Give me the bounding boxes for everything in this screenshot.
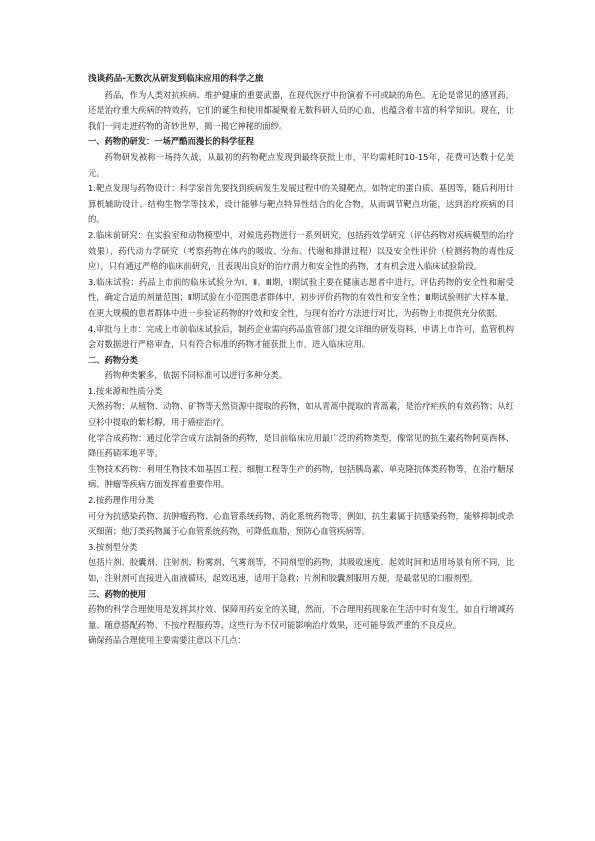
natural-drugs-paragraph: 天然药物：从植物、动物、矿物等天然资源中提取的药物，如从青蒿中提取的青蒿素，是治疗疟疾的有效药物；从红豆杉中提取的紫杉醇，用于癌症治疗。 xyxy=(88,401,514,428)
section-heading-usage: 三、药物的使用 xyxy=(88,588,147,599)
development-step-clinical-trials: 3.临床试验：药品上市前的临床试验分为Ⅰ、Ⅱ、Ⅲ期，Ⅰ期试验主要在健康志愿者中进行，评估药物的安全性和耐受性，确定合适的剂量范围；Ⅱ期试验在小范围患者群体中，初步评价药物的有效性和安全性；Ⅲ期试验则扩大样本量，在更大规模的患者群体中进一步验证药物的疗效和安全性，与现有治疗方法进行对比，为药物上市提供充分依据。 xyxy=(88,276,514,318)
subheading-by-dosage-form: 3.按剂型分类 xyxy=(88,541,138,552)
development-intro: 药物研发被称一场持久战，从最初的药物靶点发现到最终获批上市，平均需耗时10-15年，花费可达数十亿美元。 xyxy=(88,151,514,178)
usage-paragraph: 药物的科学合理使用是发挥其疗效、保障用药安全的关键，然而，不合理用药现象在生活中时有发生，如自行增减药量、随意搭配药物、不按疗程服药等，这些行为不仅可能影响治疗效果，还可能导致严重的不良反应。 xyxy=(88,604,514,630)
section-heading-development: 一、药物的研发：一场严酷而漫长的科学征程 xyxy=(88,136,254,147)
dosage-form-paragraph: 包括片剂、胶囊剂、注射剂、粉雾剂、气雾剂等，不同剂型的药物，其吸收速度、起效时间和适用场景有所不同，比如，注射剂可直接进入血液循环，起效迅速，适用于急救；片剂和胶囊剂服用方便，是最常见的口服剂型。 xyxy=(88,557,514,583)
development-step-approval: 4.审批与上市：完成上市前临床试验后，制药企业需向药品监管部门提交详细的研发资料，申请上市许可，监管机构会对数据进行严格审查，只有符合标准的药物才能获批上市，进入临床应用。 xyxy=(88,323,514,350)
document-page xyxy=(88,72,514,649)
usage-closing-line: 确保药品合理使用主要需要注意以下几点： xyxy=(88,635,246,646)
classification-intro: 药物种类繁多，依据不同标准可以进行多种分类。 xyxy=(104,370,288,381)
document-title: 浅谈药品-无数次从研发到临床应用的科学之旅 xyxy=(88,74,264,84)
pharmacology-paragraph: 可分为抗感染药物、抗肿瘤药物、心血管系统药物、消化系统药物等，例如，抗生素属于抗感染药物，能够抑制或杀灭细菌；他汀类药物属于心血管系统药物，可降低血脂，预防心血管疾病等。 xyxy=(88,510,514,537)
development-step-target-discovery: 1.靶点发现与药物设计：科学家首先要找到疾病发生发展过程中的关键靶点，如特定的蛋白质、基因等，随后利用计算机辅助设计、结构生物学等技术，设计能够与靶点特异性结合的化合物，从而调节靶点功能，达到治疗疾病的目的。 xyxy=(88,183,514,225)
development-step-preclinical: 2.临床前研究：在实验室和动物模型中，对候选药物进行一系列研究，包括药效学研究（评估药物对疾病模型的治疗效果）、药代动力学研究（考察药物在体内的吸收、分布、代谢和排泄过程）以及安全性评价（检测药物的毒性反应），只有通过严格的临床前研究，且表现出良好的治疗潜力和安全性的药物，才有机会进入临床试验阶段。 xyxy=(88,229,514,272)
subheading-by-pharmacology: 2.按药理作用分类 xyxy=(88,495,154,506)
biotech-drugs-paragraph: 生物技术药物：利用生物技术如基因工程、细胞工程等生产的药物，包括胰岛素、单克隆抗体类药物等，在治疗糖尿病、肿瘤等疾病方面发挥着重要作用。 xyxy=(88,463,514,490)
synthetic-drugs-paragraph: 化学合成药物：通过化学合成方法制备的药物，是目前临床应用最广泛的药物类型，像常见的抗生素药物阿莫西林、降压药硝苯地平等。 xyxy=(88,432,514,459)
section-heading-classification: 二、药物分类 xyxy=(88,354,138,365)
intro-paragraph: 药品，作为人类对抗疾病、维护健康的重要武器，在现代医疗中扮演着不可或缺的角色。无论是常见的感冒药，还是治疗重大疾病的特效药，它们的诞生和使用都凝聚着无数科研人员的心血，也蕴含着丰富的科学知识。现在，让我们一同走进药物的奇妙世界，揭一揭它神秘的面纱。 xyxy=(88,89,514,131)
subheading-by-source: 1.按来源和性质分类 xyxy=(88,385,163,396)
